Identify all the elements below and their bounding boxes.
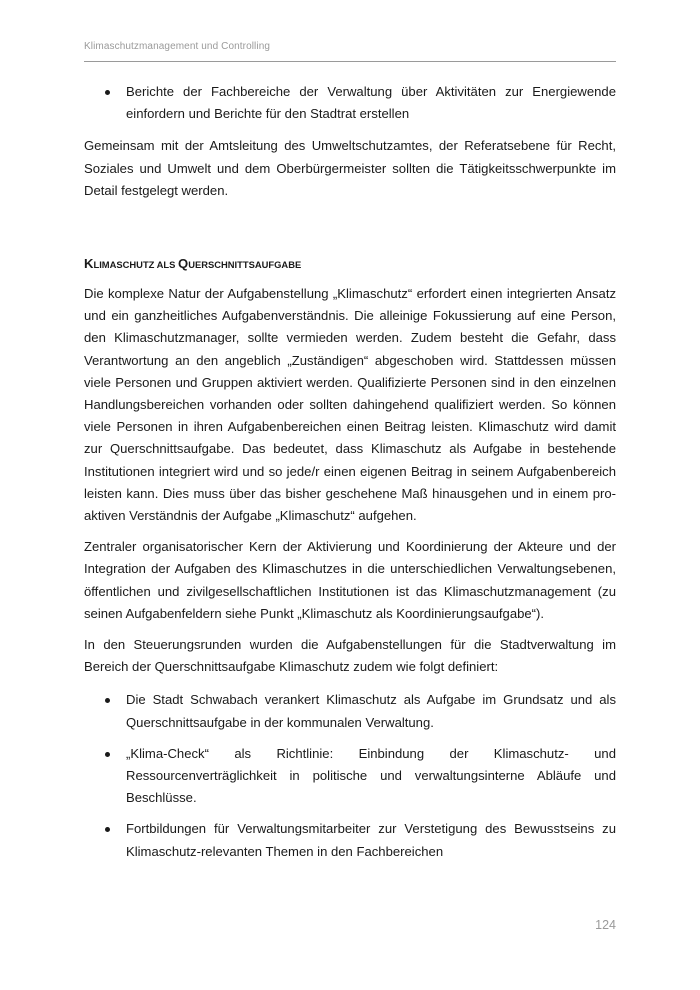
body-paragraph: In den Steuerungsrunden wurden die Aufgabenstellungen für die Stadtverwaltung im Bereich der Querschnittsaufgabe Klimaschutz zudem wie folgt definiert: (84, 637, 616, 675)
body-paragraph: Die komplexe Natur der Aufgabenstellung „Klimaschutz“ erfordert einen integrierten Ansatz und ein ganzheitliches Aufgabenverständnis. Die alleinige Fokussierung auf eine Person, den Klimaschutzmanager, sollte vermieden werden. Zudem besteht die Gefahr, dass Verantwortung an den angeblich „Zuständigen“ abgeschoben wird. Stattdessen müssen viele Personen und Gruppen aktiviert werden. Qualifizierte Personen sind in den einzelnen Handlungsbereichen vorhanden oder sollten dahingehend qualifiziert werden. So können viele Personen in ihren Aufgabenbereichen einen Beitrag leisten. Klimaschutz wird damit zur Querschnittsaufgabe. Das bedeutet, dass Klimaschutz als Aufgabe in bestehende Institutionen integriert wird und so jede/r einen eigenen Beitrag in seinem Aufgabenbereich leisten kann. Dies muss über das bisher geschehene Maß hinausgehen und in einem pro-aktiven Verständnis der Aufgabe „Klimaschutz“ aufgehen. (84, 286, 616, 524)
heading-initial-q: Q (178, 256, 189, 272)
list-item: Die Stadt Schwabach verankert Klimaschutz als Aufgabe im Grundsatz und als Querschnittsaufgabe in der kommunalen Verwaltung. (84, 689, 616, 733)
intro-paragraph: Gemeinsam mit der Amtsleitung des Umweltschutzamtes, der Referatsebene für Recht, Soziales und Umwelt und dem Oberbürgermeister sollten die Tätigkeitsschwerpunkte im Detail festgelegt werden. (84, 138, 616, 198)
running-header: Klimaschutzmanagement und Controlling (84, 41, 271, 52)
top-bullet-list (84, 81, 616, 125)
page-number: 124 (595, 918, 616, 932)
body-paragraph: Zentraler organisatorischer Kern der Aktivierung und Koordinierung der Akteure und der Integration der Aufgaben des Klimaschutzes in die unterschiedlichen Verwaltungsebenen, öffentlichen und zivilgesellschaftlichen Institutionen ist das Klimaschutzmanagement (zu seinen Aufgabenfeldern siehe Punkt „Klimaschutz als Koordinierungsaufgabe“). (84, 539, 616, 621)
page-content (84, 81, 616, 863)
section-bullet-list (84, 689, 616, 862)
list-item: „Klima-Check“ als Richtlinie: Einbindung der Klimaschutz- und Ressourcenverträglichkeit in politische und verwaltungsinterne Abläufe und Beschlüsse. (84, 743, 616, 810)
heading-initial-k: K (84, 256, 94, 272)
section-heading (84, 256, 616, 273)
heading-smallcaps-1: LIMASCHUTZ ALS (93, 259, 179, 271)
list-item: Berichte der Fachbereiche der Verwaltung über Aktivitäten zur Energiewende einfordern und Berichte für den Stadtrat erstellen (84, 81, 616, 125)
header-divider (84, 61, 616, 62)
list-item: Fortbildungen für Verwaltungsmitarbeiter zur Verstetigung des Bewusstseins zu Klimaschutz-relevanten Themen in den Fachbereichen (84, 818, 616, 862)
heading-smallcaps-2: UERSCHNITTSAUFGABE (188, 259, 302, 271)
